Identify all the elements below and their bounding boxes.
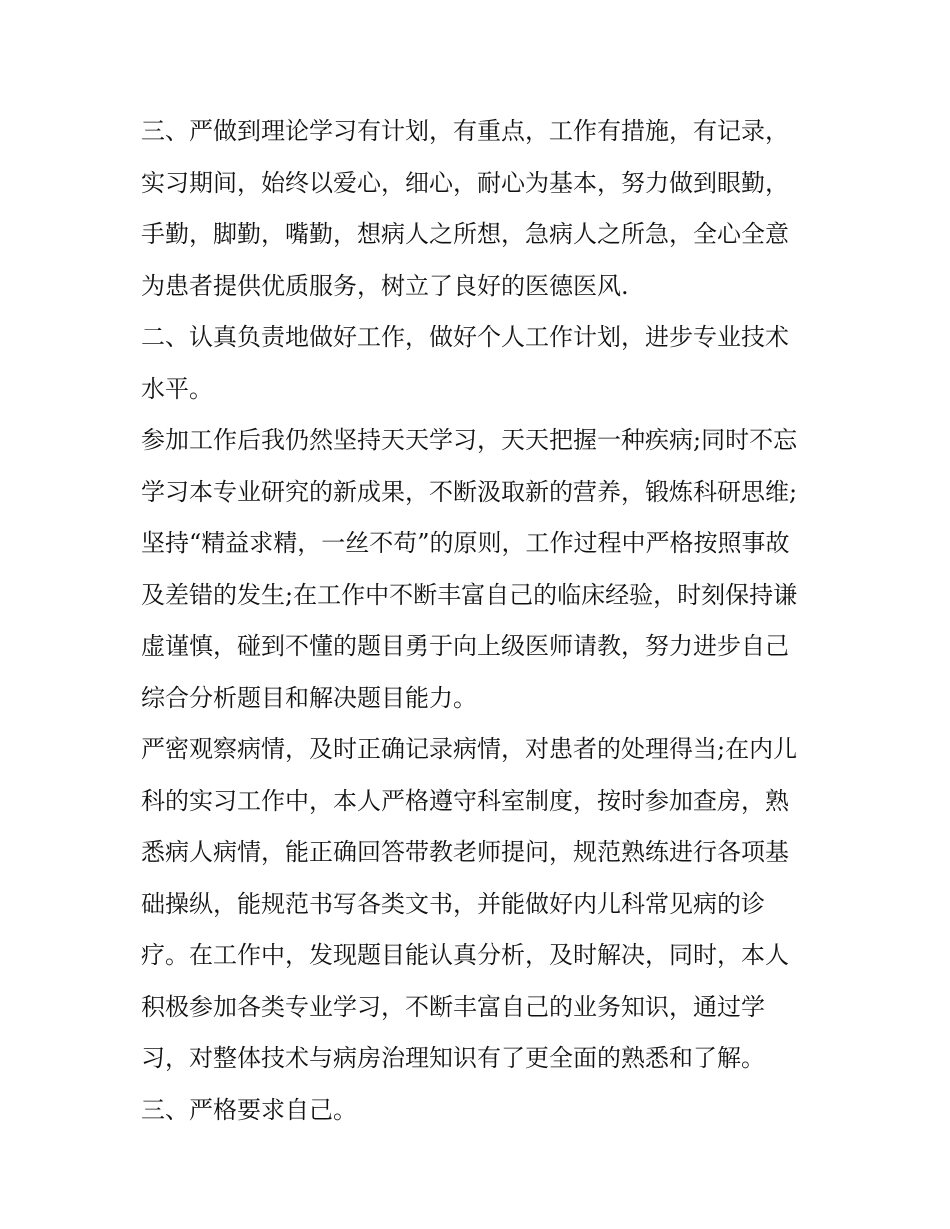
paragraph-section-three-heading: 三、严格要求自己。 [141, 1095, 357, 1124]
document-body [141, 106, 811, 1136]
paragraph-section-three-study-plan: 三、严做到理论学习有计划，有重点，工作有措施，有记录，实习期间，始终以爱心，细心，耐心为基本，努力做到眼勤，手勤，脚勤，嘴勤，想病人之所想，急病人之所急，全心全意为患者提供优质服务，树立了良好的医德医风. [141, 117, 789, 300]
paragraph-observation-practice: 严密观察病情，及时正确记录病情，对患者的处理得当;在内儿科的实习工作中，本人严格遵守科室制度，按时参加查房，熟悉病人病情，能正确回答带教老师提问，规范熟练进行各项基础操纵，能规范书写各类文书，并能做好内儿科常见病的诊疗。在工作中，发现题目能认真分析，及时解决，同时，本人积极参加各类专业学习，不断丰富自己的业务知识，通过学习，对整体技术与病房治理知识有了更全面的熟悉和了解。 [141, 735, 798, 1072]
paragraph-continuous-learning: 参加工作后我仍然坚持天天学习，天天把握一种疾病;同时不忘学习本专业研究的新成果，不断汲取新的营养，锻炼科研思维;坚持“精益求精，一丝不苟”的原则，工作过程中严格按照事故及差错的发生;在工作中不断丰富自己的临床经验，时刻保持谦虚谨慎，碰到不懂的题目勇于向上级医师请教，努力进步自己综合分析题目和解决题目能力。 [141, 426, 798, 712]
paragraph-section-two-heading: 二、认真负责地做好工作，做好个人工作计划，进步专业技术水平。 [141, 323, 789, 403]
